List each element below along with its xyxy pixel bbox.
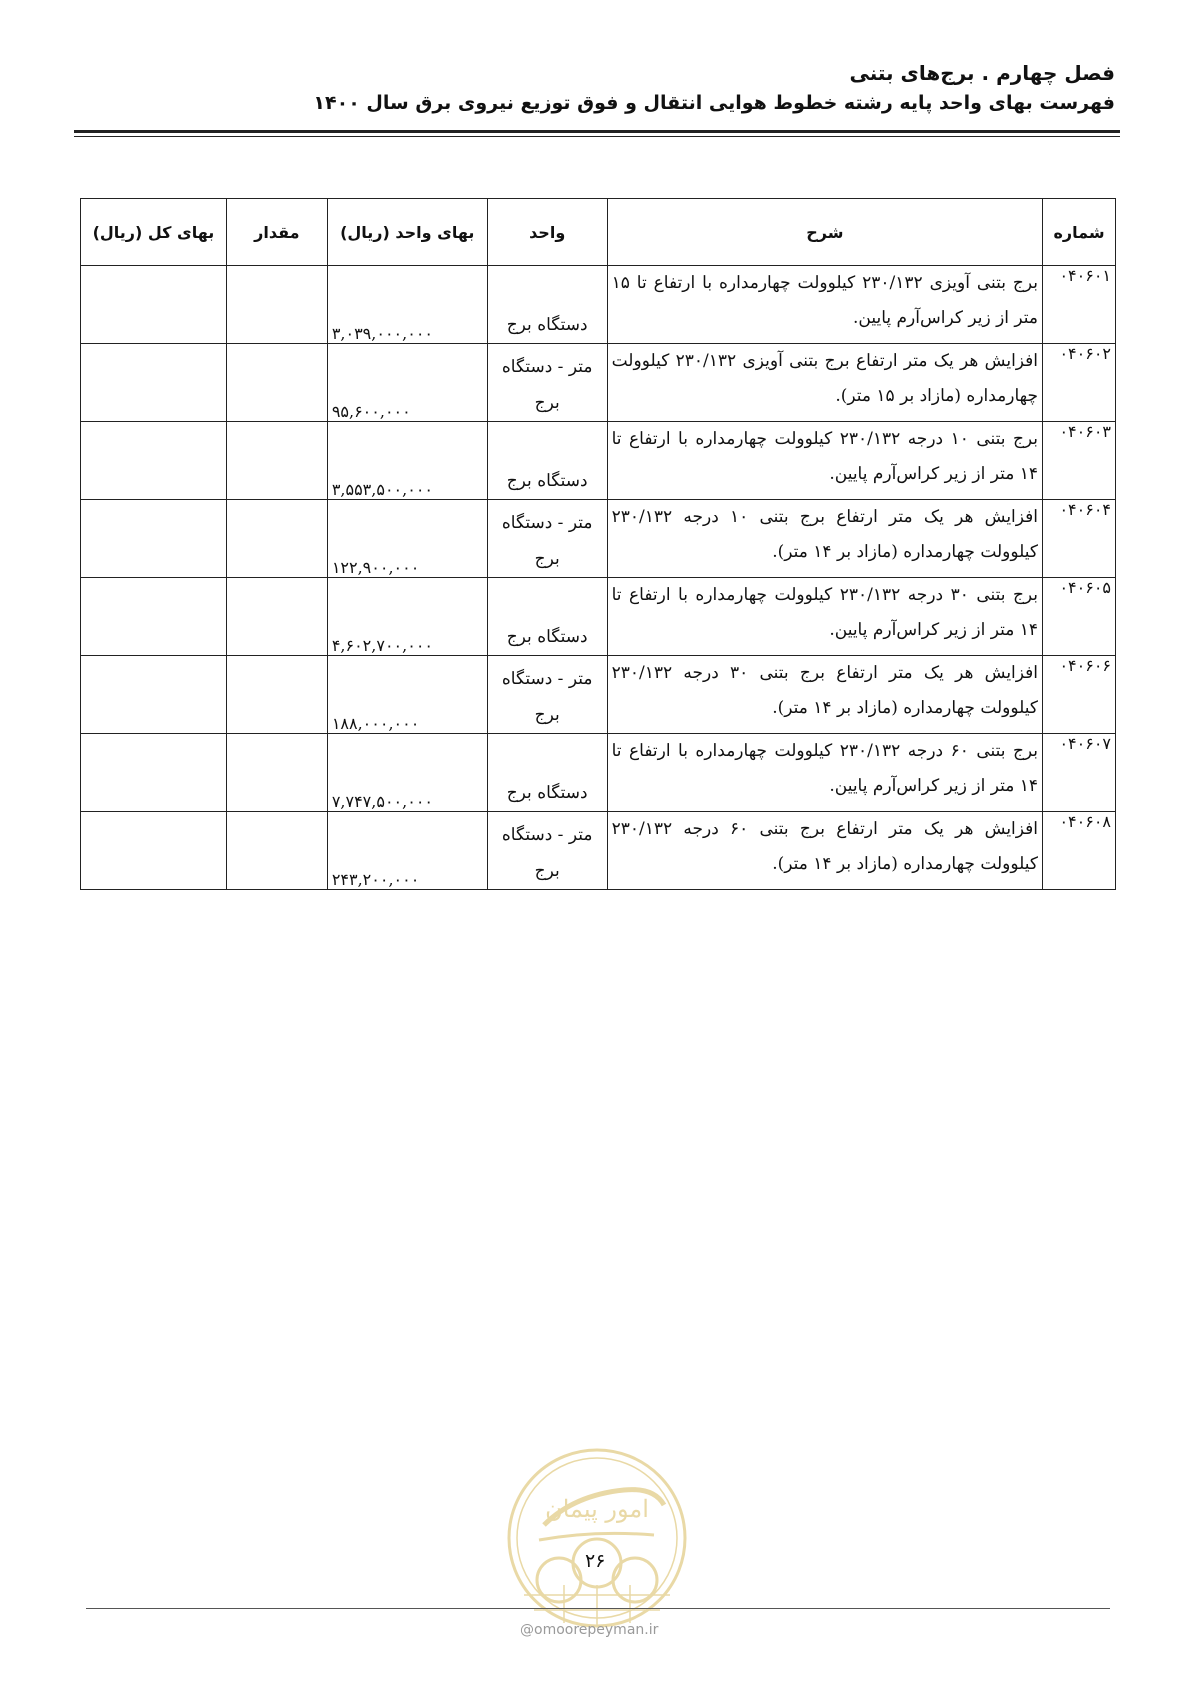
item-description: افزایش هر یک متر ارتفاع برج بتنی آویزی ۲۳۰/۱۳۲ کیلوولت چهارمداره (مازاد بر ۱۵ متر). — [607, 344, 1042, 422]
item-total-price — [81, 266, 227, 344]
header-rule-thin — [74, 136, 1120, 137]
item-number: ۰۴۰۶۰۱ — [1043, 266, 1116, 344]
table-row — [81, 266, 1116, 344]
item-number: ۰۴۰۶۰۲ — [1043, 344, 1116, 422]
item-total-price — [81, 344, 227, 422]
item-unit-price: ۳,۰۳۹,۰۰۰,۰۰۰ — [327, 266, 487, 344]
item-unit: متر - دستگاه برج — [487, 500, 607, 578]
item-total-price — [81, 578, 227, 656]
item-quantity — [226, 422, 327, 500]
item-unit: دستگاه برج — [487, 422, 607, 500]
item-unit-price: ۳,۵۵۳,۵۰۰,۰۰۰ — [327, 422, 487, 500]
item-total-price — [81, 734, 227, 812]
table-row — [81, 812, 1116, 890]
item-unit: دستگاه برج — [487, 578, 607, 656]
item-total-price — [81, 812, 227, 890]
item-description: افزایش هر یک متر ارتفاع برج بتنی ۶۰ درجه ۲۳۰/۱۳۲ کیلوولت چهارمداره (مازاد بر ۱۴ متر). — [607, 812, 1042, 890]
document-subtitle: فهرست بهای واحد پایه رشته خطوط هوایی انتقال و فوق توزیع نیروی برق سال ۱۴۰۰ — [313, 92, 1115, 114]
item-total-price — [81, 656, 227, 734]
item-quantity — [226, 812, 327, 890]
table-row — [81, 422, 1116, 500]
item-unit: متر - دستگاه برج — [487, 656, 607, 734]
footer-rule — [86, 1608, 1110, 1609]
item-unit-price: ۹۵,۶۰۰,۰۰۰ — [327, 344, 487, 422]
header-quantity: مقدار — [226, 199, 327, 266]
item-quantity — [226, 656, 327, 734]
website-watermark: @omoorepeyman.ir — [520, 1622, 659, 1638]
header-number: شماره — [1043, 199, 1116, 266]
item-unit-price: ۱۲۲,۹۰۰,۰۰۰ — [327, 500, 487, 578]
item-quantity — [226, 500, 327, 578]
item-unit-price: ۱۸۸,۰۰۰,۰۰۰ — [327, 656, 487, 734]
item-number: ۰۴۰۶۰۷ — [1043, 734, 1116, 812]
item-unit: متر - دستگاه برج — [487, 344, 607, 422]
item-number: ۰۴۰۶۰۴ — [1043, 500, 1116, 578]
header-total-price: بهای کل (ریال) — [81, 199, 227, 266]
table-row — [81, 734, 1116, 812]
item-quantity — [226, 266, 327, 344]
item-number: ۰۴۰۶۰۸ — [1043, 812, 1116, 890]
watermark-text: امور پیمان — [545, 1495, 649, 1523]
table-row — [81, 578, 1116, 656]
page-header — [65, 58, 1115, 118]
header-unit-price: بهای واحد (ریال) — [327, 199, 487, 266]
item-number: ۰۴۰۶۰۳ — [1043, 422, 1116, 500]
item-description: برج بتنی ۶۰ درجه ۲۳۰/۱۳۲ کیلوولت چهارمداره با ارتفاع تا ۱۴ متر از زیر کراس‌آرم پایین. — [607, 734, 1042, 812]
item-unit: دستگاه برج — [487, 266, 607, 344]
table-row — [81, 500, 1116, 578]
item-description: افزایش هر یک متر ارتفاع برج بتنی ۳۰ درجه ۲۳۰/۱۳۲ کیلوولت چهارمداره (مازاد بر ۱۴ متر). — [607, 656, 1042, 734]
item-quantity — [226, 734, 327, 812]
header-rule-thick — [74, 130, 1120, 133]
watermark-seal-logo — [504, 1445, 690, 1631]
header-unit: واحد — [487, 199, 607, 266]
chapter-title: فصل چهارم . برج‌های بتنی — [849, 61, 1115, 85]
page-number: ۲۶ — [585, 1550, 606, 1572]
price-list-table — [80, 198, 1116, 890]
item-description: برج بتنی ۱۰ درجه ۲۳۰/۱۳۲ کیلوولت چهارمداره با ارتفاع تا ۱۴ متر از زیر کراس‌آرم پایین. — [607, 422, 1042, 500]
item-unit: متر - دستگاه برج — [487, 812, 607, 890]
item-total-price — [81, 500, 227, 578]
header-description: شرح — [607, 199, 1042, 266]
table-row — [81, 656, 1116, 734]
item-unit-price: ۲۴۳,۲۰۰,۰۰۰ — [327, 812, 487, 890]
item-quantity — [226, 344, 327, 422]
item-description: برج بتنی ۳۰ درجه ۲۳۰/۱۳۲ کیلوولت چهارمداره با ارتفاع تا ۱۴ متر از زیر کراس‌آرم پایین. — [607, 578, 1042, 656]
item-unit: دستگاه برج — [487, 734, 607, 812]
item-number: ۰۴۰۶۰۵ — [1043, 578, 1116, 656]
table-row — [81, 344, 1116, 422]
item-unit-price: ۴,۶۰۲,۷۰۰,۰۰۰ — [327, 578, 487, 656]
item-description: افزایش هر یک متر ارتفاع برج بتنی ۱۰ درجه ۲۳۰/۱۳۲ کیلوولت چهارمداره (مازاد بر ۱۴ متر). — [607, 500, 1042, 578]
item-unit-price: ۷,۷۴۷,۵۰۰,۰۰۰ — [327, 734, 487, 812]
item-description: برج بتنی آویزی ۲۳۰/۱۳۲ کیلوولت چهارمداره با ارتفاع تا ۱۵ متر از زیر کراس‌آرم پایین. — [607, 266, 1042, 344]
table-header-row — [81, 199, 1116, 266]
item-total-price — [81, 422, 227, 500]
item-number: ۰۴۰۶۰۶ — [1043, 656, 1116, 734]
item-quantity — [226, 578, 327, 656]
